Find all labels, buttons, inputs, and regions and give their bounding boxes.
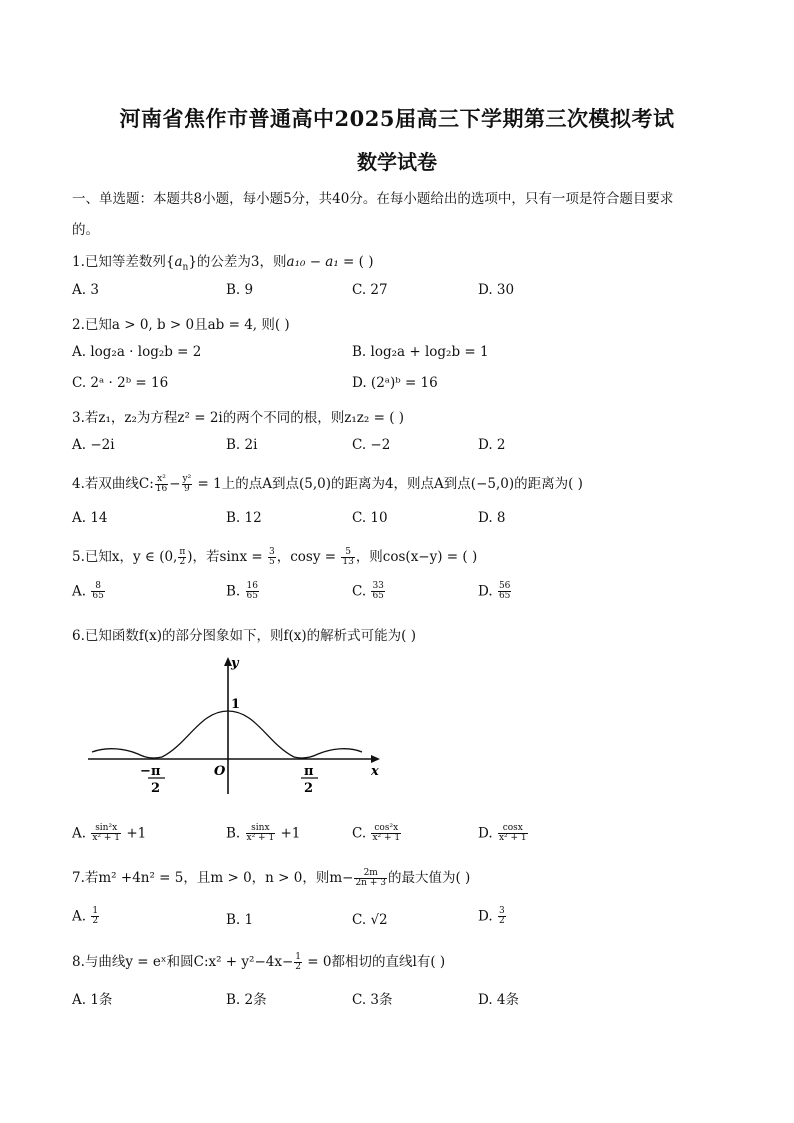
q6-option-c[interactable]: C. $\frac{\text{cos²x}}{\text{x² + 1}}$ xyxy=(352,823,401,844)
q5-option-b[interactable]: B. $\frac{16}{65}$ xyxy=(226,581,258,602)
function-graph xyxy=(88,654,388,799)
q3-option-b[interactable]: B. 2i xyxy=(226,437,258,453)
function-curve xyxy=(92,711,362,758)
tick-pi-right: π xyxy=(304,764,314,779)
q1-option-c[interactable]: C. 27 xyxy=(352,282,388,298)
question-4-stem: 4.若双曲线C: $\frac{\text{x²}}{16}$ − $\frac{\text{y²}}{9}$ = 1上的点A到点(5,0)的距离为4，则点A到点(−5,0)的距离为( ) xyxy=(72,473,583,494)
q4-option-d[interactable]: D. 8 xyxy=(478,510,506,526)
q4-option-c[interactable]: C. 10 xyxy=(352,510,388,526)
q2-option-c[interactable]: C. 2ᵃ · 2ᵇ = 16 xyxy=(72,375,169,391)
q7-option-b[interactable]: B. 1 xyxy=(226,912,254,928)
x-axis-label: x xyxy=(371,764,379,779)
q4-option-b[interactable]: B. 12 xyxy=(226,510,262,526)
tick-den-right: 2 xyxy=(304,781,314,796)
q6-option-d[interactable]: D. $\frac{\cos x}{\text{x² + 1}}$ xyxy=(478,823,527,844)
question-7-stem: 7.若m² +4n² = 5，且m > 0，n > 0，则m− $\frac{2m}{2n + 3}$ 的最大值为( ) xyxy=(72,867,471,888)
section-instructions: 一、单选题：本题共8小题，每小题5分，共40分。在每小题给出的选项中，只有一项是符合题目要求 xyxy=(72,191,674,207)
fraction: $\frac{\text{x²}}{16}$ xyxy=(155,473,168,494)
tick-minus: − xyxy=(140,764,151,779)
q7-option-c[interactable]: C. √2 xyxy=(352,912,388,928)
origin-label: O xyxy=(214,764,226,779)
x-axis-arrow-icon xyxy=(371,755,380,763)
question-1-stem: 1.已知等差数列$\{a_n\}$的公差为3，则a₁₀ − a₁ = ( ) xyxy=(72,254,374,273)
q2-option-a[interactable]: A. log₂a · log₂b = 2 xyxy=(72,344,202,360)
q6-option-b[interactable]: B. $\frac{\sin x}{\text{x² + 1}}$ +1 xyxy=(226,823,301,844)
q8-option-d[interactable]: D. 4条 xyxy=(478,992,520,1008)
q8-option-c[interactable]: C. 3条 xyxy=(352,992,393,1008)
fraction: $\frac{5}{13}$ xyxy=(342,546,354,567)
q3-option-a[interactable]: A. −2i xyxy=(72,437,115,453)
q1-option-d[interactable]: D. 30 xyxy=(478,282,515,298)
question-2-stem: 2.已知a > 0, b > 0且ab = 4, 则( ) xyxy=(72,317,290,333)
peak-label: 1 xyxy=(231,697,241,712)
q6-option-a[interactable]: A. $\frac{\text{sin²x}}{\text{x² + 1}}$ +1 xyxy=(72,823,147,844)
q3-option-c[interactable]: C. −2 xyxy=(352,437,391,453)
fraction: $\frac{\pi}{2}$ xyxy=(179,546,186,567)
q4-option-a[interactable]: A. 14 xyxy=(72,510,108,526)
q8-option-b[interactable]: B. 2条 xyxy=(226,992,267,1008)
q5-option-d[interactable]: D. $\frac{56}{65}$ xyxy=(478,581,511,602)
q3-option-d[interactable]: D. 2 xyxy=(478,437,506,453)
fraction: $\frac{3}{5}$ xyxy=(268,546,275,567)
y-axis-label: y xyxy=(231,656,239,671)
q2-option-b[interactable]: B. log₂a + log₂b = 1 xyxy=(352,344,489,360)
question-8-stem: 8.与曲线y = eˣ和圆C:x² + y²−4x− $\frac{1}{2}$ = 0都相切的直线l有( ) xyxy=(72,951,446,972)
tick-den-left: 2 xyxy=(151,781,161,796)
section-instructions-cont: 的。 xyxy=(72,222,99,238)
q7-option-a[interactable]: A. $\frac{1}{2}$ xyxy=(72,906,99,927)
question-3-stem: 3.若z₁，z₂为方程z² = 2i的两个不同的根，则z₁z₂ = ( ) xyxy=(72,410,405,426)
fraction: $\frac{\text{y²}}{9}$ xyxy=(182,473,192,494)
fraction: $\frac{2m}{2n + 3}$ xyxy=(355,867,386,888)
q5-option-c[interactable]: C. $\frac{33}{65}$ xyxy=(352,581,384,602)
q1-option-a[interactable]: A. 3 xyxy=(72,282,99,298)
fraction: $\frac{1}{2}$ xyxy=(295,951,302,972)
tick-pi-left: π xyxy=(151,764,161,779)
q1-option-b[interactable]: B. 9 xyxy=(226,282,254,298)
q7-option-d[interactable]: D. $\frac{3}{2}$ xyxy=(478,906,505,927)
q2-option-d[interactable]: D. (2ᵃ)ᵇ = 16 xyxy=(352,375,438,391)
exam-title: 河南省焦作市普通高中2025届高三下学期第三次模拟考试 xyxy=(119,106,675,131)
q5-option-a[interactable]: A. $\frac{8}{65}$ xyxy=(72,581,104,602)
exam-subtitle: 数学试卷 xyxy=(357,150,437,174)
q8-option-a[interactable]: A. 1条 xyxy=(72,992,113,1008)
question-5-stem: 5.已知x，y ∈ (0, $\frac{\pi}{2}$ )，若sinx = $\frac{3}{5}$ ，cosy = $\frac{5}{13}$ ，则cos(x−y) = ( ) xyxy=(72,546,478,567)
question-6-stem: 6.已知函数f(x)的部分图象如下，则f(x)的解析式可能为( ) xyxy=(72,628,416,644)
